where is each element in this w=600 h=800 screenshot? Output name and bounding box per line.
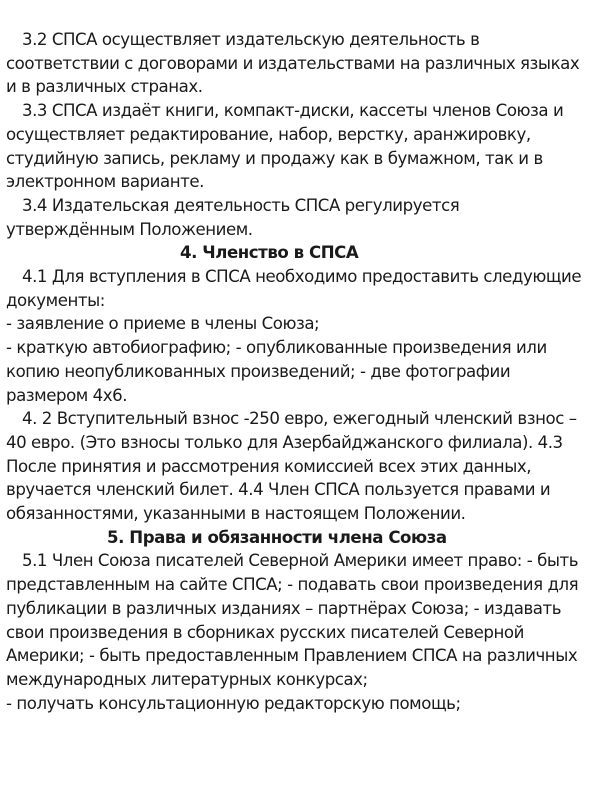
list-item-consultation: - получать консультационную редакторскую помощь; (6, 693, 461, 713)
paragraph-5-1: 5.1 Член Союза писателей Северной Америки имеет право: - быть представленным на сайте СПСА; - подавать свои произведения для публикации в различных изданиях – партнёрах Союза; - издавать свои произведения в сборниках русских писателей Северной Америки; - быть предоставленным Правлением СПСА на различных международных литературных конкурсах; (6, 551, 579, 689)
list-item-documents: - краткую автобиографию; - опубликованные произведения или копию неопубликованных произведений; - две фотографии размером 4х6. (6, 338, 547, 405)
paragraph-3-2: 3.2 СПСА осуществляет издательскую деятельность в соответствии с договорами и издательствами на различных языках и в различных странах. (6, 30, 580, 97)
list-item-application: - заявление о приеме в члены Союза; (6, 314, 320, 334)
document-page (6, 28, 592, 715)
section-heading-membership: 4. Членство в СПСА (180, 243, 359, 263)
paragraph-4-2: 4. 2 Вступительный взнос -250 евро, ежегодный членский взнос – 40 евро. (Это взносы только для Азербайджанского филиала). 4.3 После принятия и рассмотрения комиссией всех этих данных, вручается членский билет. 4.4 Член СПСА пользуется правами и обязанностями, указанными в настоящем Положении. (6, 409, 577, 524)
paragraph-4-1: 4.1 Для вступления в СПСА необходимо предоставить следующие документы: (6, 267, 582, 310)
section-heading-rights: 5. Права и обязанности члена Союза (107, 527, 447, 547)
paragraph-3-4: 3.4 Издательская деятельность СПСА регулируется утверждённым Положением. (6, 195, 460, 239)
paragraph-3-3: 3.3 СПСА издаёт книги, компакт-диски, кассеты членов Союза и осуществляет редактирование, набор, верстку, аранжировку, студийную запись, рекламу и продажу как в бумажном, так и в электронном варианте. (6, 101, 564, 192)
